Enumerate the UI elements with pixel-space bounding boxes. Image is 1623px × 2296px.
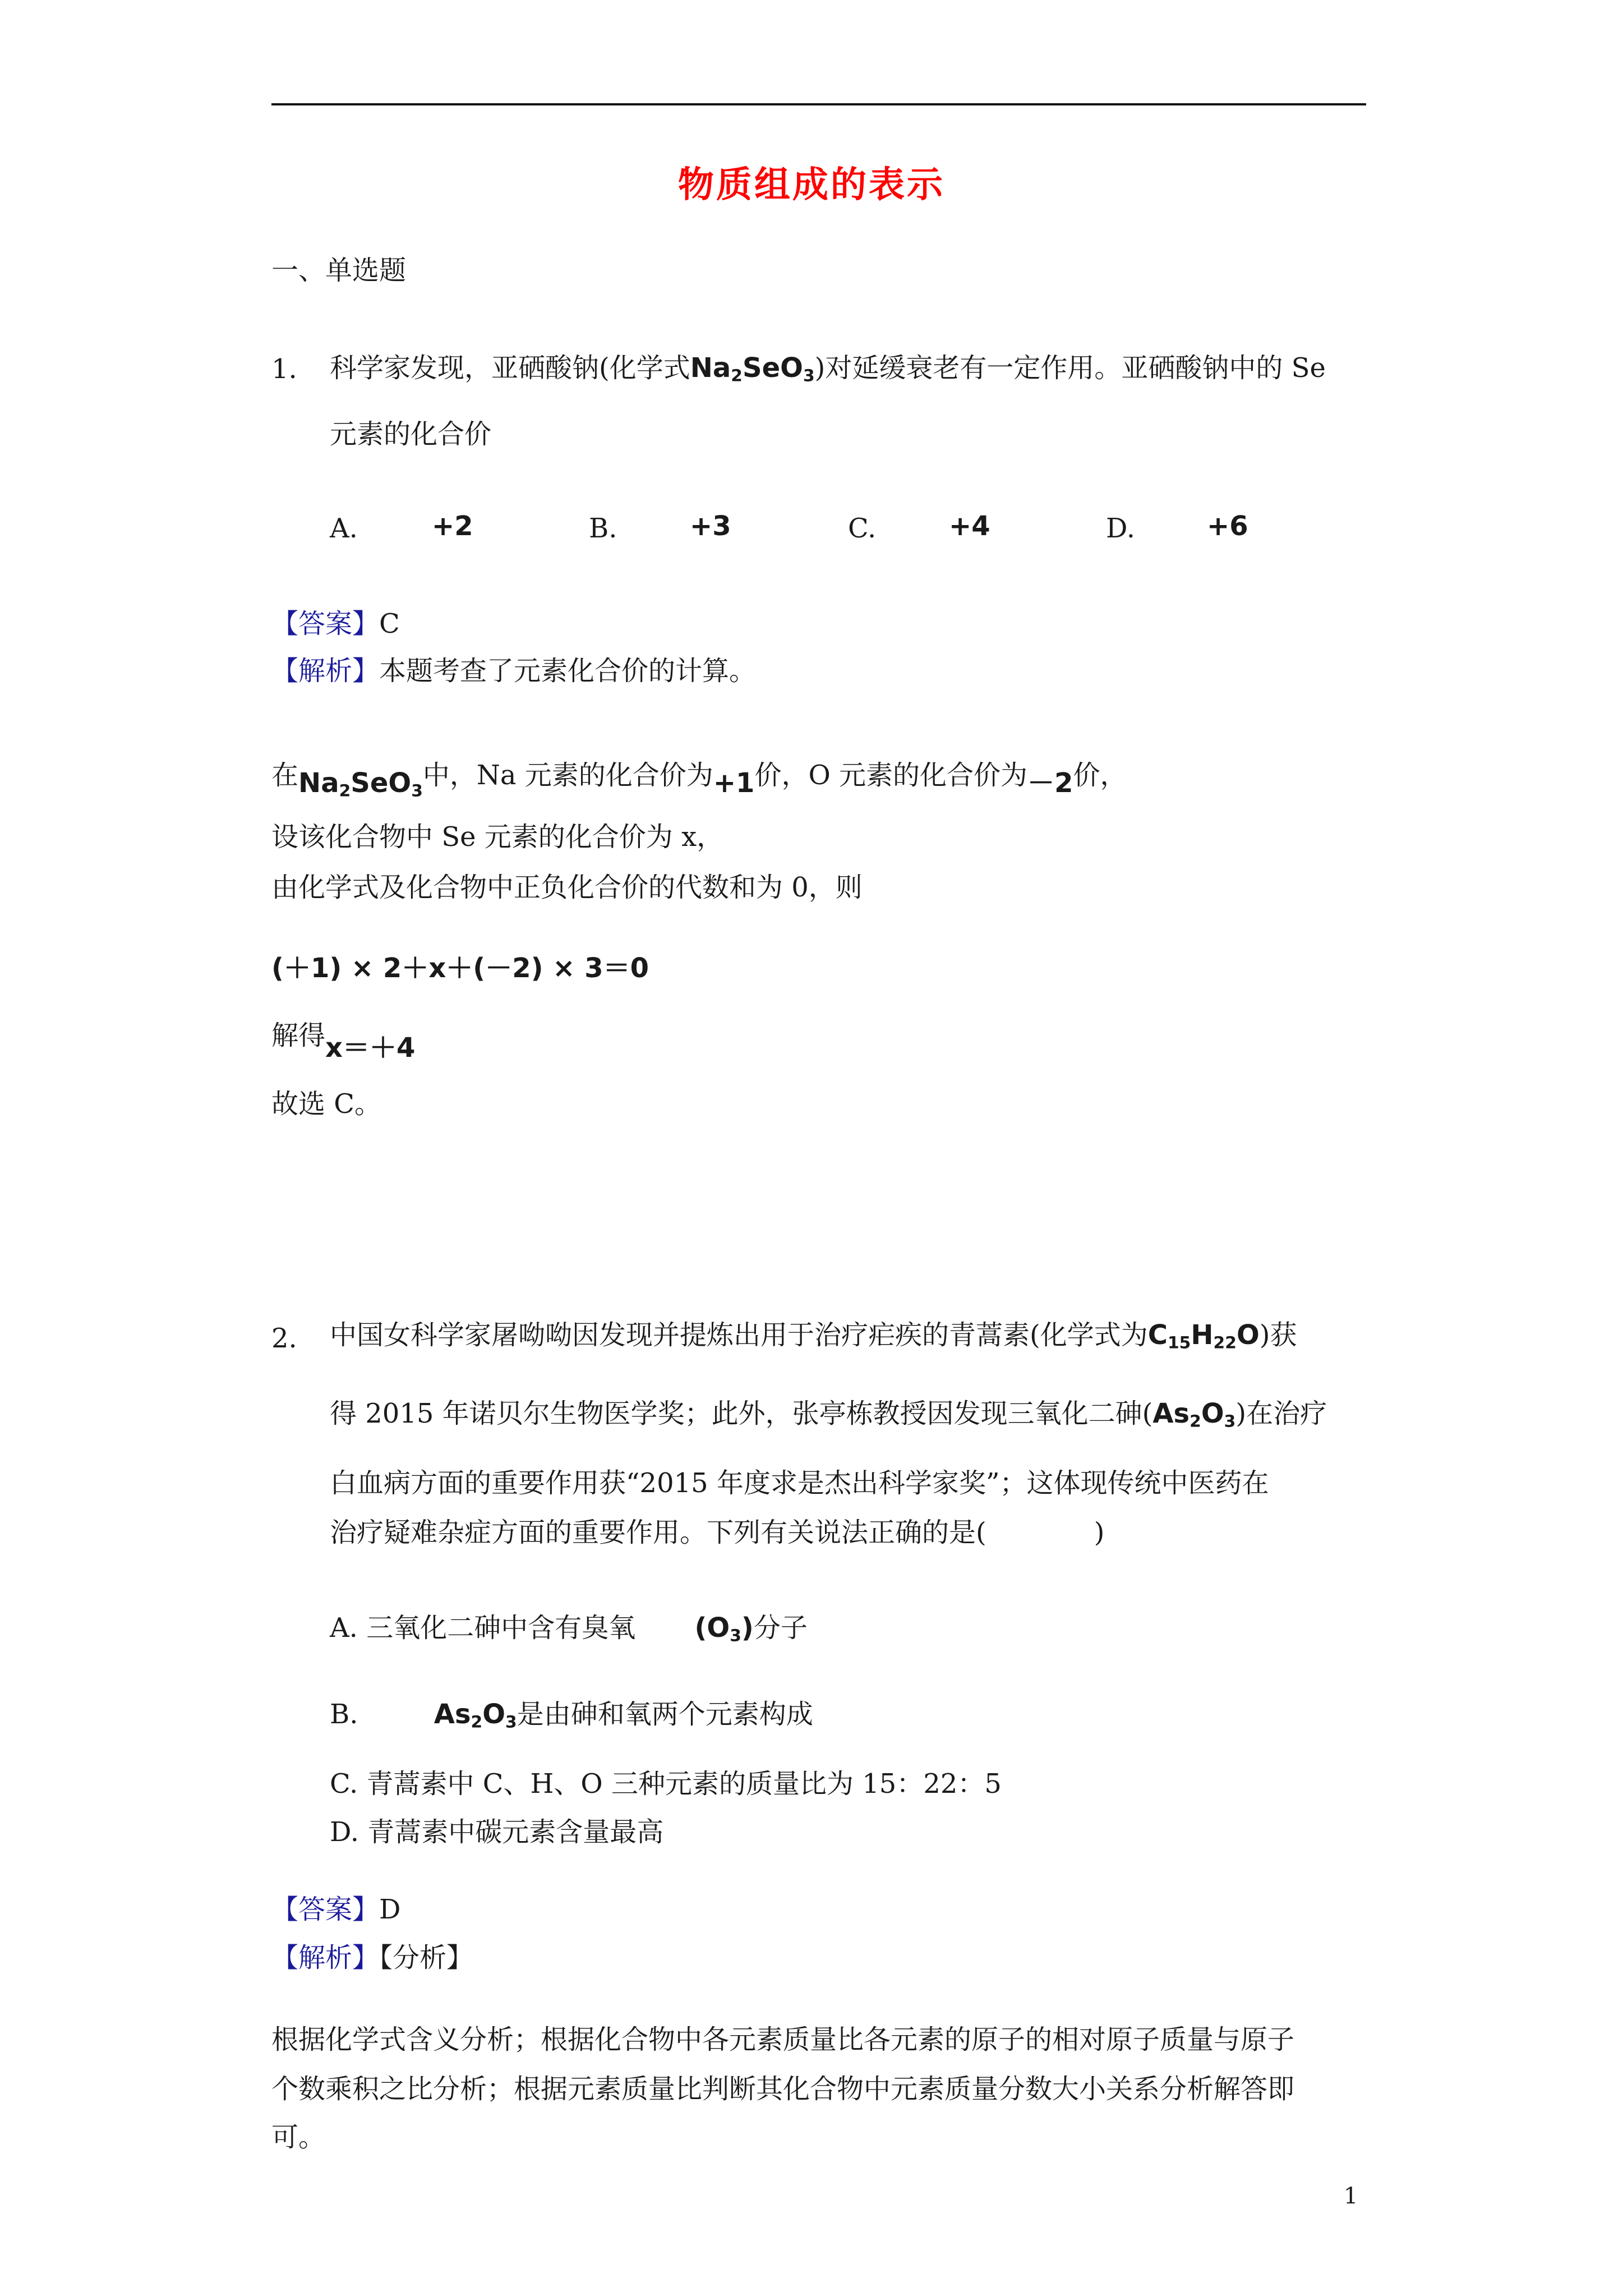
q1-analysis-line <box>271 654 756 688</box>
q2-line2-a: 得 2015 年诺贝尔生物医学奖；此外，张亭栋教授因发现三氧化二砷( <box>330 1398 1153 1429</box>
q2-line1-b: )获 <box>1259 1319 1297 1351</box>
q1-solve-line <box>271 1019 416 1064</box>
q2-stem-line4: 治疗疑难杂症方面的重要作用。下列有关说法正确的是( ) <box>330 1517 1105 1548</box>
q1-stem-b: )对延缓衰老有一定作用。亚硒酸钠中的 Se <box>814 352 1326 384</box>
q2-option-a-tail: 分子 <box>753 1612 808 1644</box>
q1-answer: C <box>379 608 400 639</box>
q2-option-c-text: 青蒿素中 C、H、O 三种元素的质量比为 15：22：5 <box>366 1768 1002 1800</box>
q2-option-a <box>330 1611 808 1653</box>
q2-stem-line2 <box>330 1397 1327 1438</box>
q1-option-d-value: +6 <box>1207 510 1248 542</box>
q2-option-a-text: 三氧化二砷中含有臭氧 <box>366 1612 636 1644</box>
q1-line-o: 价，O 元素的化合价为 <box>754 760 1028 791</box>
q1-solve-value: x＝＋4 <box>325 1032 416 1064</box>
q2-answer-tag: 【答案】 <box>271 1894 380 1925</box>
q2-option-c-letter: C. <box>330 1768 358 1800</box>
q1-rule-line: 由化学式及化合物中正负化合价的代数和为 0，则 <box>271 872 863 903</box>
q1-equation: (＋1) × 2＋x＋(－2) × 3＝0 <box>271 953 649 984</box>
q2-line1-a: 中国女科学家屠呦呦因发现并提炼出用于治疗疟疾的青蒿素(化学式为 <box>330 1319 1148 1351</box>
q1-option-c-value: +4 <box>949 510 990 542</box>
q1-minus2: －2 <box>1027 767 1073 799</box>
q2-stem-line3: 白血病方面的重要作用获“2015 年度求是杰出科学家奖”；这体现传统中医药在 <box>330 1467 1269 1499</box>
q1-option-b-letter: B. <box>589 513 617 544</box>
q1-stem-line1 <box>330 351 1326 393</box>
q1-line-end: 价， <box>1073 760 1127 791</box>
q2-paragraph-line2: 个数乘积之比分析；根据元素质量比判断其化合物中元素质量分数大小关系分析解答即 <box>271 2073 1295 2105</box>
q2-line2-b: )在治疗 <box>1235 1398 1327 1429</box>
q2-option-a-letter: A. <box>330 1612 358 1644</box>
q1-number: 1. <box>271 353 297 385</box>
q2-option-b-text: 是由砷和氧两个元素构成 <box>517 1699 813 1730</box>
q1-answer-tag: 【答案】 <box>271 608 380 639</box>
q1-stem-a: 科学家发现，亚硒酸钠(化学式 <box>330 352 690 384</box>
q2-paragraph-line1: 根据化学式含义分析；根据化合物中各元素质量比各元素的原子的相对原子质量与原子 <box>271 2024 1295 2055</box>
q1-option-c-letter: C. <box>848 513 877 544</box>
q2-option-d-text: 青蒿素中碳元素含量最高 <box>367 1816 664 1848</box>
q1-valence-line <box>271 758 1127 800</box>
section-heading: 一、单选题 <box>271 255 407 286</box>
q2-option-a-formula: $(O_3)$ <box>694 1612 754 1646</box>
q1-option-d-letter: D. <box>1106 513 1136 544</box>
q1-answer-line <box>271 607 400 641</box>
q1-formula-inline: $Na_2SeO_3$ <box>298 767 423 801</box>
page-number: 1 <box>1344 2183 1358 2209</box>
q2-formula-artemisinin: $C_{15}H_{22}O$ <box>1147 1319 1260 1353</box>
q2-answer: D <box>379 1894 401 1925</box>
document-title: 物质组成的表示 <box>678 164 945 206</box>
q1-analysis-tag: 【解析】 <box>271 655 380 687</box>
q1-line-in: 在 <box>271 760 299 791</box>
q2-answer-line <box>271 1893 401 1926</box>
q1-formula: $Na_2SeO_3$ <box>690 352 815 386</box>
q1-solve-label: 解得 <box>271 1020 326 1051</box>
q2-analysis-line <box>271 1941 473 1975</box>
q2-option-d <box>330 1815 663 1849</box>
q1-option-a-letter: A. <box>330 513 358 544</box>
q1-stem-line2: 元素的化合价 <box>330 418 492 450</box>
q2-stem-line1 <box>330 1318 1297 1360</box>
q2-option-d-letter: D. <box>330 1816 359 1848</box>
q2-option-c <box>330 1767 1002 1801</box>
q2-option-b-letter: B. <box>330 1699 358 1730</box>
q2-paragraph-line3: 可。 <box>271 2122 326 2153</box>
q2-number: 2. <box>271 1323 297 1354</box>
q2-option-b-formula: $As_2O_3$ <box>434 1699 517 1732</box>
q1-line-na: 中，Na 元素的化合价为 <box>422 760 713 791</box>
q2-option-b <box>330 1697 813 1739</box>
q2-analysis-sub: 【分析】 <box>379 1942 474 1973</box>
q1-option-b-value: +3 <box>690 510 731 542</box>
header-rule <box>271 103 1366 105</box>
q1-set-line: 设该化合物中 Se 元素的化合价为 x， <box>271 821 724 853</box>
q2-analysis-tag: 【解析】 <box>271 1942 380 1973</box>
q1-analysis-text: 本题考查了元素化合价的计算。 <box>379 655 757 687</box>
q1-plus1: +1 <box>713 767 755 799</box>
q2-formula-as2o3: $As_2O_3$ <box>1152 1398 1236 1432</box>
q1-option-a-value: +2 <box>432 510 473 542</box>
q1-conclusion: 故选 C。 <box>271 1088 381 1120</box>
